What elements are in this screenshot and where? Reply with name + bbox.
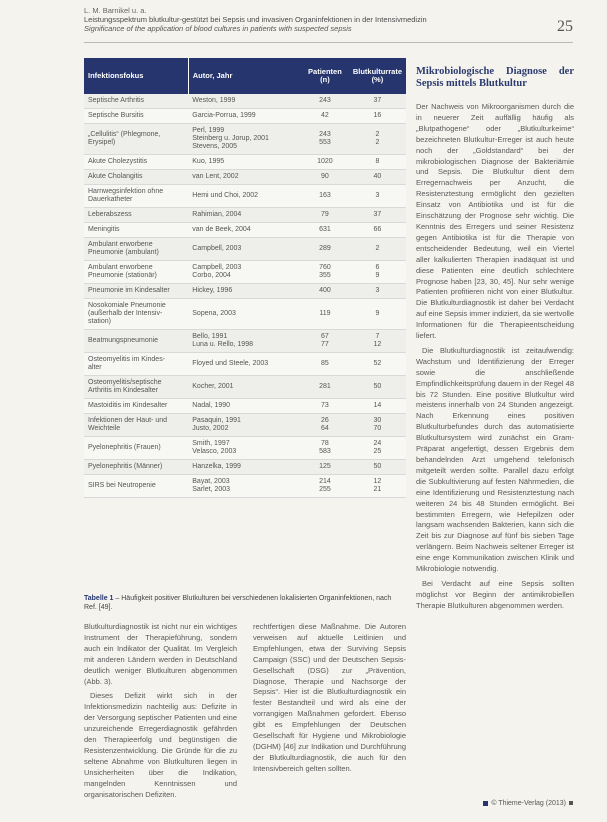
cell-focus: [84, 185, 188, 208]
cell-rate: [349, 208, 406, 223]
cell-author-line: Velasco, 2003: [192, 448, 237, 455]
cell-author-line: Luna u. Rello, 1998: [192, 341, 253, 348]
cell-rate: [349, 124, 406, 155]
cell-focus-line: Pneumonie (stationär): [88, 272, 157, 279]
blood-culture-table: [84, 58, 406, 498]
cell-rate: [349, 238, 406, 261]
cell-author: [188, 330, 301, 353]
cell-patients-line: 79: [321, 211, 329, 218]
cell-author: [188, 238, 301, 261]
cell-author: [188, 353, 301, 376]
cell-author-line: Bello, 1991: [192, 333, 228, 340]
cell-author: [188, 399, 301, 414]
cell-focus-line: Mastoiditis im Kindesalter: [88, 402, 168, 409]
cell-focus: [84, 353, 188, 376]
cell-focus: [84, 94, 188, 109]
cell-patients-line: 760: [319, 264, 331, 271]
cell-patients-line: 125: [319, 463, 331, 470]
column-header-rate: Blutkulturrate (%): [349, 58, 406, 94]
column-header-focus: Infektionsfokus: [84, 58, 188, 94]
cell-focus-line: Pneumonie im Kindesalter: [88, 287, 170, 294]
cell-author-line: Bayat, 2003: [192, 478, 230, 485]
cell-author-line: Rahimian, 2004: [192, 211, 242, 218]
cell-focus-line: Ambulant erworbene: [88, 264, 153, 271]
cell-patients: [301, 155, 349, 170]
cell-focus: [84, 437, 188, 460]
caption-label: Tabelle 1: [84, 595, 114, 602]
section-heading: Mikrobiologische Diagnose der Sepsis mittels Blutkultur: [416, 66, 574, 89]
cell-focus: [84, 284, 188, 299]
cell-focus-line: Ambulant erworbene: [88, 241, 153, 248]
cell-patients-line: 26: [321, 417, 329, 424]
cell-rate: [349, 185, 406, 208]
cell-author-line: Weston, 1999: [192, 97, 236, 104]
table-caption: [84, 594, 406, 612]
cell-rate: [349, 330, 406, 353]
cell-patients-line: 289: [319, 245, 331, 252]
cell-rate: [349, 155, 406, 170]
cell-patients: [301, 460, 349, 475]
cell-focus-line: „Cellulitis“ (Phlegmone, Erysipel): [88, 131, 161, 146]
cell-patients-line: 1020: [317, 158, 333, 165]
cell-author-line: Steinberg u. Jorup, 2001: [192, 135, 269, 142]
cell-author: [188, 299, 301, 330]
cell-focus-line: Akute Cholangitis: [88, 173, 143, 180]
cell-author-line: Smith, 1997: [192, 440, 230, 447]
cell-patients: [301, 238, 349, 261]
cell-focus: [84, 208, 188, 223]
cell-focus-line: SIRS bei Neutropenie: [88, 482, 156, 489]
cell-focus: [84, 399, 188, 414]
left-paragraph-1: Blutkulturdiagnostik ist nicht nur ein wichtiges Instrument der Therapieführung, sondern auch ein Indikator der Qualität. Im Vergleich mit anderen Ländern werden in Deutschland deutlich weniger Blutkulturen abgenommen (Abb. 3).: [84, 622, 237, 686]
cell-rate: [349, 223, 406, 238]
table-body: [84, 94, 406, 498]
cell-patients: [301, 185, 349, 208]
cell-focus: [84, 223, 188, 238]
right-paragraph-3: Bei Verdacht auf eine Sepsis sollten möglichst vor Beginn der antimikrobiellen Therapie Blutkulturen abgenommen werden.: [416, 578, 574, 610]
cell-author: [188, 376, 301, 399]
left-paragraph-2: Dieses Defizit wirkt sich in der Infektionsmedizin nachteilig aus: Defizite in der Versorgung septischer Patienten und eine unzureichende Erregerdiagnostik gefährden den Therapieerfolg und begünstigen die Resistenzentwicklung. Die Gründe für die zu seltene Abnahme von Blutkulturen liegen in Unsicherheiten über die Indikation, mangelnden Kenntnissen und organisatorischen Defiziten.: [84, 691, 237, 799]
cell-focus: [84, 299, 188, 330]
cell-focus-line: Meningitis: [88, 226, 120, 233]
table-row: [84, 170, 406, 185]
cell-focus: [84, 414, 188, 437]
cell-rate: [349, 376, 406, 399]
cell-rate-line: 14: [373, 402, 382, 409]
cell-patients: [301, 284, 349, 299]
cell-rate: [349, 437, 406, 460]
footer-square-icon: [483, 801, 488, 806]
cell-patients: [301, 94, 349, 109]
table-row: [84, 460, 406, 475]
cell-focus: [84, 238, 188, 261]
page-number: 25: [557, 18, 573, 35]
header-title-de: Leistungsspektrum blutkultur-gestützt bei Sepsis und invasiven Organinfektionen in der Intensivmedizin: [84, 15, 427, 24]
cell-rate-line: 12: [373, 341, 382, 348]
cell-author: [188, 414, 301, 437]
right-paragraph-2: Die Blutkulturdiagnostik ist zeitaufwendig: Wachstum und Identifizierung der Erreger sowie die anschließende Empfindlichkeitsprüfung dauern in der Regel 48 bis 72 Stunden. Eine positive Blutkultur wird meistens innerhalb von 24 Stunden angezeigt. Nach Erkennung eines positiven Blutkulturbefundes durch das automatisierte Blutkultursystem wird zunächst ein Gram-Präparat angefertigt, dessen Ergebnis dem behandelnden Arzt umgehend telefonisch mitgeteilt werden sollte. Parallel dazu erfolgt die Subkultivierung auf festen Nährmedien, die eine Identifizierung und Resistenztestung nach weiteren 24 bis 48 Stunden ermöglicht. Bei bestimmten Erregern, wie Hefepilzen oder langsam wachsenden Bakterien, kann sich die Zeit bis zur Diagnose auf fünf bis sieben Tage verlängern. Beim Nachweis seltener Erreger ist eine enge Kommunikation zwischen Klinik und Mikrobiologie notwendig.: [416, 345, 575, 574]
cell-patients-line: 355: [319, 272, 331, 279]
cell-author-line: Sopena, 2003: [192, 310, 236, 317]
cell-rate-line: 3: [375, 287, 380, 294]
cell-author: [188, 185, 301, 208]
cell-focus: [84, 109, 188, 124]
table-row: [84, 284, 406, 299]
cell-rate-line: 21: [373, 486, 382, 493]
cell-patients-line: 281: [319, 383, 331, 390]
cell-patients: [301, 299, 349, 330]
cell-patients: [301, 223, 349, 238]
cell-patients-line: 77: [321, 341, 329, 348]
cell-rate-line: 37: [373, 97, 382, 104]
cell-author: [188, 124, 301, 155]
cell-focus: [84, 330, 188, 353]
cell-rate: [349, 460, 406, 475]
cell-patients: [301, 353, 349, 376]
cell-rate-line: 25: [373, 448, 382, 455]
cell-patients-line: 163: [319, 192, 331, 199]
cell-patients-line: 119: [319, 310, 331, 317]
cell-author-line: Kocher, 2001: [192, 383, 234, 390]
cell-rate: [349, 475, 406, 498]
cell-rate: [349, 261, 406, 284]
cell-patients: [301, 109, 349, 124]
cell-author-line: Campbell, 2003: [192, 245, 242, 252]
table-row: [84, 94, 406, 109]
cell-rate-line: 30: [373, 417, 382, 424]
cell-focus-line: Infektionen der Haut- und Weichteile: [88, 417, 167, 432]
cell-patients-line: 553: [319, 139, 331, 146]
cell-author: [188, 460, 301, 475]
cell-focus-line: Septische Bursitis: [88, 112, 144, 119]
cell-focus-line: Osteomyelitis im Kindes-: [88, 356, 166, 363]
page-footer: [483, 800, 573, 807]
cell-author-line: Hemi und Choi, 2002: [192, 192, 259, 199]
column-header-author: Autor, Jahr: [188, 58, 301, 94]
cell-rate: [349, 414, 406, 437]
cell-author-line: Nadal, 1990: [192, 402, 231, 409]
cell-rate: [349, 94, 406, 109]
cell-author: [188, 208, 301, 223]
cell-patients-line: 73: [321, 402, 329, 409]
cell-rate-line: 70: [373, 425, 382, 432]
cell-rate-line: 40: [373, 173, 382, 180]
cell-author-line: van de Beek, 2004: [192, 226, 251, 233]
cell-patients-line: 255: [319, 486, 331, 493]
table-row: [84, 185, 406, 208]
cell-author-line: Garcia-Porrua, 1999: [192, 112, 256, 119]
cell-patients-line: 67: [321, 333, 329, 340]
cell-patients-line: 400: [319, 287, 331, 294]
cell-author: [188, 261, 301, 284]
header-divider: [84, 42, 573, 43]
header-authors: L. M. Barnikel u. a.: [84, 6, 147, 15]
cell-rate-line: 37: [373, 211, 382, 218]
cell-author: [188, 155, 301, 170]
cell-rate-line: 50: [373, 463, 382, 470]
table-row: [84, 238, 406, 261]
cell-patients-line: 78: [321, 440, 329, 447]
cell-focus: [84, 475, 188, 498]
cell-rate-line: 9: [375, 310, 380, 317]
cell-focus: [84, 261, 188, 284]
cell-focus: [84, 170, 188, 185]
cell-rate-line: 8: [375, 158, 380, 165]
middle-column: [253, 622, 406, 779]
cell-rate: [349, 353, 406, 376]
right-paragraph-1: Der Nachweis von Mikroorganismen durch die in neuerer Zeit auffällig häufig als „Blutpathogene“ oder „Blutkulturkeime“ bezeichneten Blutkultur-Erreger ist auch heute noch der „Goldstandard“ bei der mikrobiologischen Diagnose der Bakteriämie und Sepsis. Die Blutkultur dient dem Erregernachweis per Anzucht, die Resistenztestung ermöglicht den gezielten Einsatz von Antibiotika und ist für die Einschätzung der Prognose sehr wichtig. Die Kenntnis des Erregers und seiner Resistenz gegen Antibiotika ist für die Therapie von entscheidender Bedeutung, weil ein Viertel aller kalkulierten Therapien inadäquat ist und diese Patienten eine deutlich schlechtere Prognose haben [23, 30, 45]. Nur sehr wenige Patienten profitieren nicht von einer Blutkultur. Die Blutkulturdiagnostik ist daher bei Verdacht auf eine Sepsis immer indiziert, da sie wertvolle Informationen für die Therapieentscheidung liefert.: [416, 102, 574, 341]
cell-rate-line: 7: [375, 333, 380, 340]
table-row: [84, 353, 406, 376]
cell-patients: [301, 261, 349, 284]
cell-patients: [301, 437, 349, 460]
table-row: [84, 414, 406, 437]
cell-rate: [349, 299, 406, 330]
cell-rate-line: 9: [375, 272, 380, 279]
cell-focus-line: Osteomyelitis/septische: [88, 379, 162, 386]
cell-focus-line: Beatmungspneumonie: [88, 337, 159, 344]
table-row: [84, 223, 406, 238]
cell-patients-line: 64: [321, 425, 329, 432]
cell-author-line: Perl, 1999: [192, 127, 225, 134]
table-row: [84, 155, 406, 170]
cell-focus-line: Pneumonie (ambulant): [88, 249, 159, 256]
table-row: [84, 330, 406, 353]
cell-rate-line: 12: [373, 478, 382, 485]
footer-end-icon: [569, 801, 573, 805]
cell-author-line: Pasaquin, 1991: [192, 417, 241, 424]
table-header-row: [84, 58, 406, 94]
cell-author: [188, 284, 301, 299]
cell-rate: [349, 399, 406, 414]
cell-author-line: Hickey, 1996: [192, 287, 233, 294]
cell-patients: [301, 414, 349, 437]
cell-patients-line: 243: [319, 131, 331, 138]
cell-patients-line: 214: [319, 478, 331, 485]
cell-patients-line: 631: [319, 226, 331, 233]
cell-focus-line: Leberabszess: [88, 211, 132, 218]
cell-rate-line: 2: [375, 139, 380, 146]
table-row: [84, 208, 406, 223]
middle-paragraph-1: rechtfertigen diese Maßnahme. Die Autoren verweisen auf aktuelle Leitlinien und Empfehlungen, etwa der Surviving Sepsis Campaign (SSC) und der Deutschen Sepsis-Gesellschaft (DSG) zur „Prävention, Diagnose, Therapie und Nachsorge der Sepsis“. Hier ist die Blutkulturdiagnostik ein fester Bestandteil und wird als eine der vorrangigen Maßnahmen gefordert. Ebenso gibt es Empfehlungen der Deutschen Gesellschaft für Hygiene und Mikrobiologie (DGHM) [46] zur Indikation und Durchführung der Blutkulturdiagnostik, die auch für den Intensivbereich gelten sollten.: [253, 622, 406, 773]
cell-author-line: Kuo, 1995: [192, 158, 225, 165]
table-row: [84, 399, 406, 414]
cell-patients: [301, 124, 349, 155]
cell-focus: [84, 155, 188, 170]
cell-rate-line: 3: [375, 192, 380, 199]
table-row: [84, 124, 406, 155]
cell-patients: [301, 170, 349, 185]
cell-author: [188, 94, 301, 109]
cell-author-line: van Lent, 2002: [192, 173, 239, 180]
cell-author-line: Floyed und Steele, 2003: [192, 360, 269, 367]
cell-patients: [301, 208, 349, 223]
cell-patients-line: 583: [319, 448, 331, 455]
right-column: [416, 66, 574, 616]
cell-focus-line: Septische Arthritis: [88, 97, 145, 104]
cell-patients-line: 243: [319, 97, 331, 104]
cell-rate: [349, 170, 406, 185]
header-title-en: Significance of the application of blood cultures in patients with suspected sepsis: [84, 24, 352, 33]
cell-author-line: Campbell, 2003: [192, 264, 242, 271]
cell-author: [188, 109, 301, 124]
cell-focus-line: station): [88, 318, 111, 325]
table-row: [84, 437, 406, 460]
cell-patients-line: 85: [321, 360, 329, 367]
cell-author-line: Stevens, 2005: [192, 143, 238, 150]
cell-patients: [301, 330, 349, 353]
cell-rate-line: 2: [375, 131, 380, 138]
cell-rate-line: 2: [375, 245, 380, 252]
cell-patients: [301, 376, 349, 399]
cell-author: [188, 170, 301, 185]
cell-rate-line: 24: [373, 440, 382, 447]
cell-rate-line: 52: [373, 360, 382, 367]
cell-focus-line: alter: [88, 364, 102, 371]
cell-focus: [84, 460, 188, 475]
caption-text: – Häufigkeit positiver Blutkulturen bei verschiedenen lokalisierten Organinfektionen, nach Ref. [49].: [84, 595, 392, 611]
cell-focus-line: Pyelonephritis (Männer): [88, 463, 163, 470]
cell-focus-line: Pyelonephritis (Frauen): [88, 444, 161, 451]
cell-author-line: Sarlet, 2003: [192, 486, 231, 493]
table-row: [84, 475, 406, 498]
cell-focus: [84, 124, 188, 155]
cell-author-line: Justo, 2002: [192, 425, 229, 432]
cell-patients-line: 90: [321, 173, 329, 180]
cell-author-line: Corbo, 2004: [192, 272, 231, 279]
cell-author-line: Hanzelka, 1999: [192, 463, 241, 470]
table-row: [84, 299, 406, 330]
cell-focus-line: Nosokomiale Pneumonie: [88, 302, 166, 309]
cell-author: [188, 475, 301, 498]
cell-patients: [301, 399, 349, 414]
cell-rate-line: 50: [373, 383, 382, 390]
cell-rate-line: 66: [373, 226, 382, 233]
cell-focus-line: Harnwegsinfektion ohne Dauerkatheter: [88, 188, 164, 203]
cell-rate: [349, 284, 406, 299]
table-row: [84, 109, 406, 124]
cell-rate-line: 16: [373, 112, 382, 119]
cell-focus-line: Akute Cholezystitis: [88, 158, 148, 165]
cell-focus-line: (außerhalb der Intensiv-: [88, 310, 163, 317]
cell-focus-line: Arthritis im Kindesalter: [88, 387, 159, 394]
cell-author: [188, 437, 301, 460]
column-header-patients: Patienten (n): [301, 58, 349, 94]
table-row: [84, 376, 406, 399]
cell-patients: [301, 475, 349, 498]
cell-rate: [349, 109, 406, 124]
cell-rate-line: 6: [375, 264, 380, 271]
cell-focus: [84, 376, 188, 399]
cell-patients-line: 42: [321, 112, 329, 119]
table-row: [84, 261, 406, 284]
footer-text: © Thieme-Verlag (2013): [491, 800, 566, 807]
running-header: [84, 6, 569, 33]
left-column: [84, 622, 237, 805]
cell-author: [188, 223, 301, 238]
